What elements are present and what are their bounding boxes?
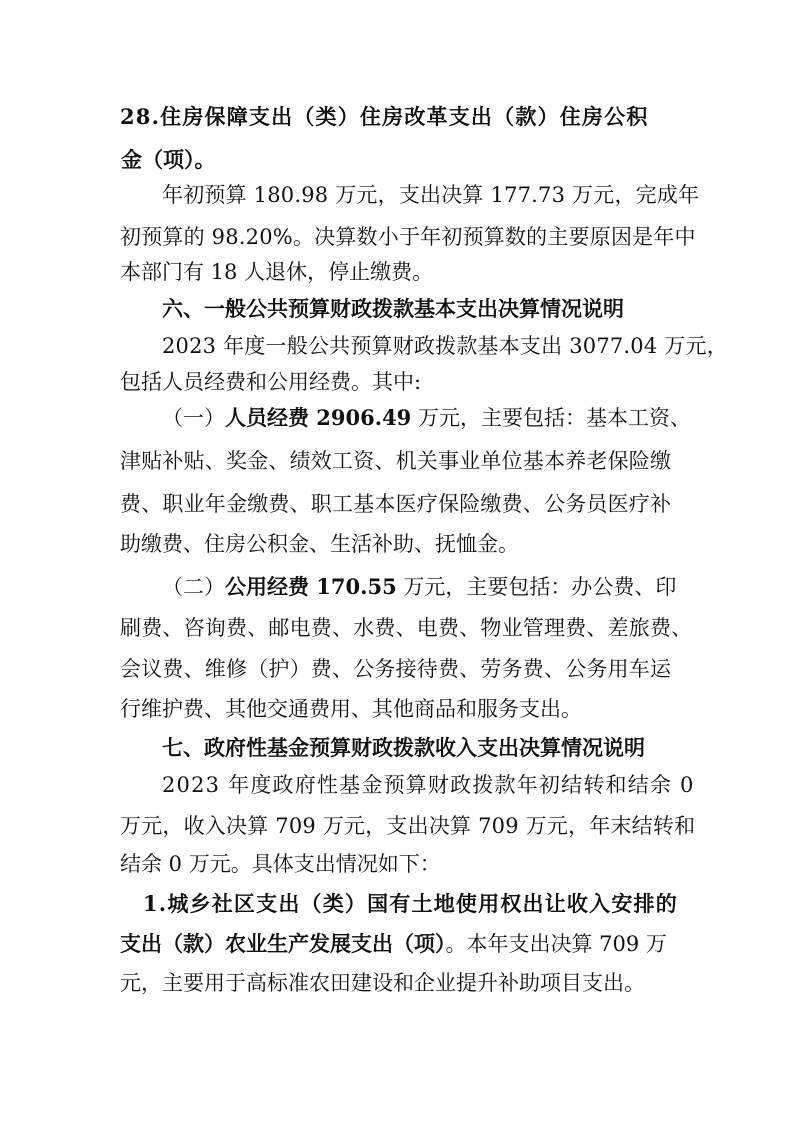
item2-prefix: （二） <box>162 575 225 599</box>
section-6-para-line2: 包括人员经费和公用经费。其中: <box>120 370 422 394</box>
section-6-para-line1: 2023 年度一般公共预算财政拨款基本支出 3077.04 万元， <box>162 334 728 358</box>
section-6-item2-line2: 刷费、咨询费、邮电费、水费、电费、物业管理费、差旅费、 <box>120 616 693 640</box>
section-28-para-line2: 初预算的 98.20%。决算数小于年初预算数的主要原因是年中 <box>120 225 696 249</box>
section-6-item1-line4: 助缴费、住房公积金、生活补助、抚恤金。 <box>120 532 519 556</box>
section-6-item2-line4: 行维护费、其他交通费用、其他商品和服务支出。 <box>120 697 582 721</box>
section-7-para-line3: 结余 0 万元。具体支出情况如下： <box>120 852 441 876</box>
section-6-item2-line3: 会议费、维修（护）费、公务接待费、劳务费、公务用车运 <box>120 657 672 681</box>
section-6-item1-line1 <box>0 398 793 438</box>
section-7-para-line1: 2023 年度政府性基金预算财政拨款年初结转和结余 0 <box>162 773 695 797</box>
section-6-heading: 六、一般公共预算财政拨款基本支出决算情况说明 <box>162 296 624 321</box>
sub-heading-rest: 。本年支出决算 709 万 <box>445 932 667 956</box>
section-6-item2-line1 <box>0 567 793 607</box>
item1-prefix: （一） <box>162 406 225 430</box>
section-28-heading-line2: 金（项）。 <box>121 147 216 172</box>
section-7-sub-para-line2: 元，主要用于高标准农田建设和企业提升补助项目支出。 <box>120 971 645 995</box>
section-28-heading-line1: 28.住房保障支出（类）住房改革支出（款）住房公积 <box>120 104 649 129</box>
section-7-sub-heading-line1: 1.城乡社区支出（类）国有土地使用权出让收入安排的 <box>143 891 678 916</box>
section-28-para-line1: 年初预算 180.98 万元，支出决算 177.73 万元，完成年 <box>162 183 700 207</box>
sub-heading-bold-part: 支出（款）农业生产发展支出（项） <box>120 931 446 956</box>
item1-bold-label: 人员经费 2906.49 <box>225 405 412 430</box>
section-6-item1-line2: 津贴补贴、奖金、绩效工资、机关事业单位基本养老保险缴 <box>120 449 672 473</box>
item2-bold-label: 公用经费 170.55 <box>225 574 397 599</box>
section-7-heading: 七、政府性基金预算财政拨款收入支出决算情况说明 <box>162 735 645 760</box>
item2-rest: 万元，主要包括：办公费、印 <box>396 575 677 599</box>
section-6-item1-line3: 费、职业年金缴费、职工基本医疗保险缴费、公务员医疗补 <box>120 492 672 516</box>
section-7-sub-heading-line2 <box>0 924 793 964</box>
section-7-para-line2: 万元，收入决算 709 万元，支出决算 709 万元，年末结转和 <box>120 814 696 838</box>
section-28-para-line3: 本部门有 18 人退休，停止缴费。 <box>120 260 434 284</box>
item1-rest: 万元，主要包括：基本工资、 <box>411 406 691 430</box>
